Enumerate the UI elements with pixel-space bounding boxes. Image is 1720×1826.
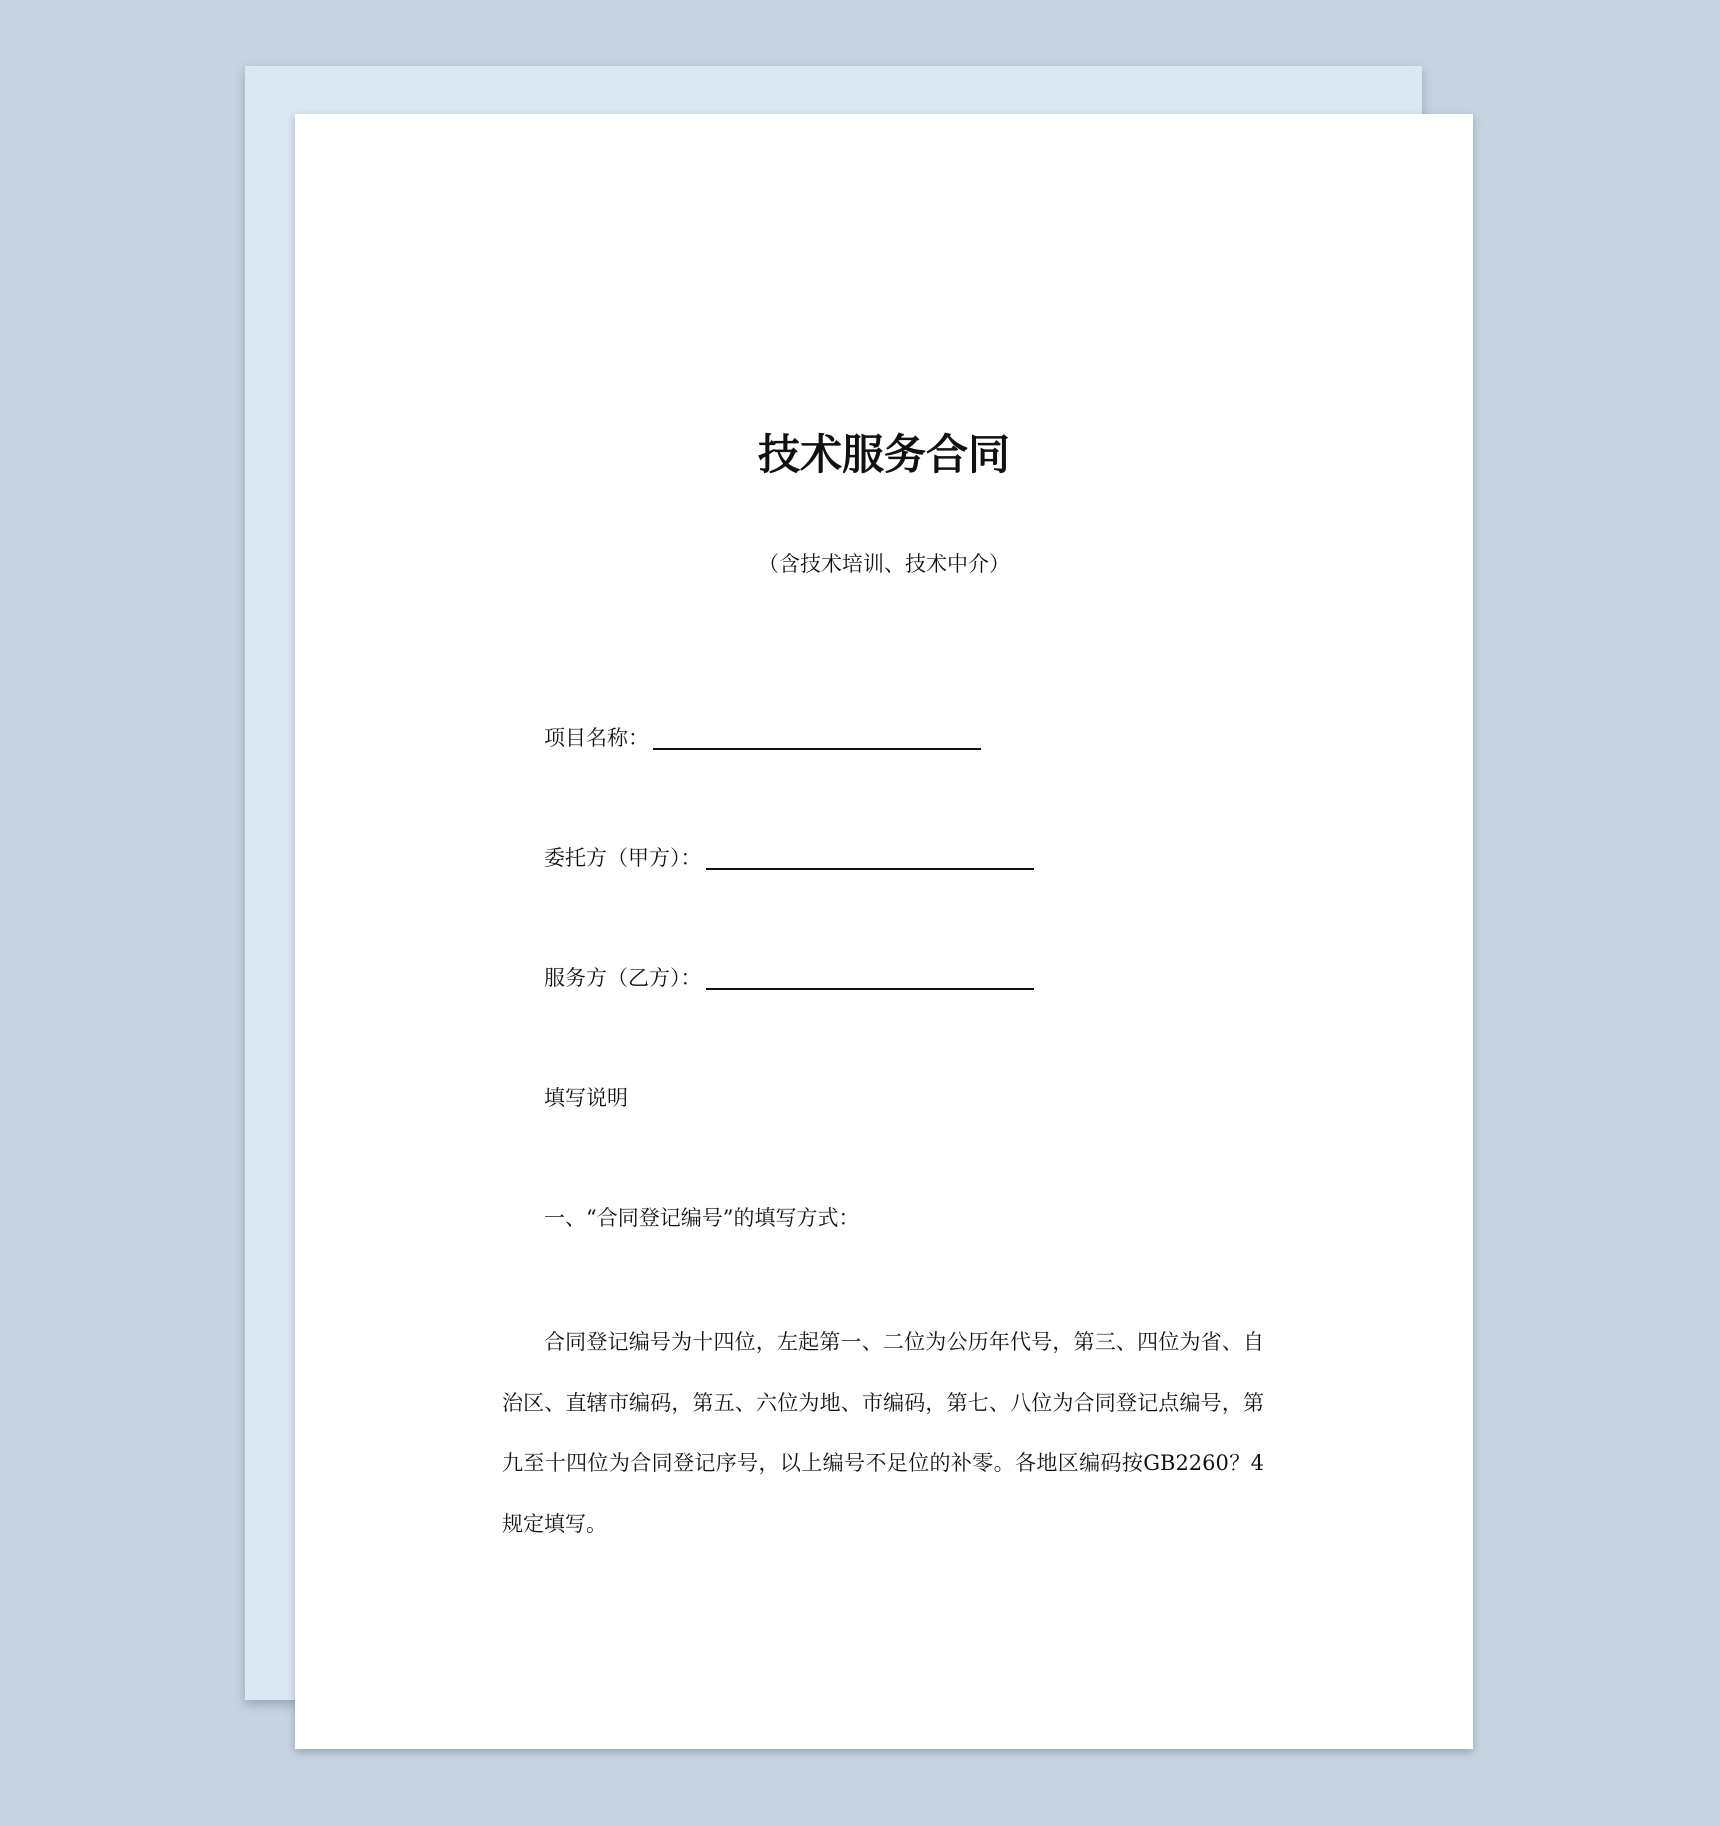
item-heading: 一、“合同登记编号”的填写方式： xyxy=(544,1206,860,1230)
blank-line[interactable] xyxy=(706,987,1034,990)
field-label: 服务方（乙方）： xyxy=(544,966,702,990)
field-client xyxy=(544,842,1034,872)
blank-line[interactable] xyxy=(653,747,981,750)
field-provider xyxy=(544,962,1034,992)
field-label: 项目名称： xyxy=(544,726,649,750)
section-heading: 填写说明 xyxy=(544,1086,628,1110)
document-title: 技术服务合同 xyxy=(757,430,1010,479)
document-page xyxy=(295,114,1473,1749)
body-paragraph: 合同登记编号为十四位，左起第一、二位为公历年代号，第三、四位为省、自治区、直辖市编码，第五、六位为地、市编码，第七、八位为合同登记点编号，第九至十四位为合同登记序号，以上编号不足位的补零。各地区编码按GB2260？4规定填写。 xyxy=(502,1330,1264,1536)
field-project-name xyxy=(544,722,981,752)
document-subtitle: （含技术培训、技术中介） xyxy=(758,552,1010,576)
field-label: 委托方（甲方）： xyxy=(544,846,702,870)
blank-line[interactable] xyxy=(706,867,1034,870)
